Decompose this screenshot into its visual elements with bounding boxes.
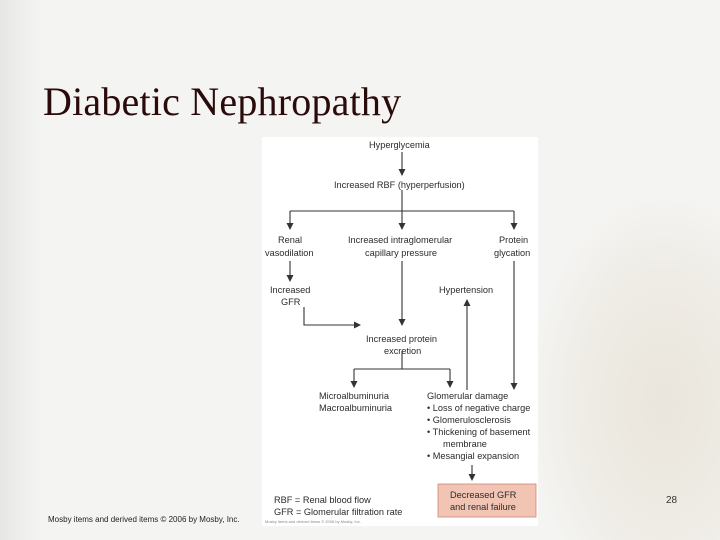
label-microalbuminuria: Microalbuminuria [319, 391, 389, 401]
label-gfr: GFR [281, 297, 301, 307]
label-membrane: membrane [443, 439, 487, 449]
page-number: 28 [666, 495, 678, 506]
label-glomerulosclerosis: • Glomerulosclerosis [427, 415, 511, 425]
label-thickening: • Thickening of basement [427, 427, 531, 437]
label-glomerular-damage: Glomerular damage [427, 391, 509, 401]
copyright-footer: Mosby items and derived items © 2006 by Mosby, Inc. [48, 515, 240, 524]
label-renal-failure: and renal failure [450, 502, 516, 512]
label-intraglomerular: Increased intraglomerular [348, 235, 453, 245]
legend-rbf: RBF = Renal blood flow [274, 495, 371, 505]
flowchart-svg [262, 137, 538, 526]
nephropathy-flowchart [262, 137, 538, 526]
label-renal: Renal [278, 235, 303, 245]
label-excretion: excretion [384, 346, 422, 356]
label-capillary-pressure: capillary pressure [365, 248, 437, 258]
label-protein: Protein [499, 235, 529, 245]
renal-failure-box [438, 484, 536, 517]
label-mesangial-expansion: • Mesangial expansion [427, 451, 520, 461]
label-vasodilation: vasodilation [265, 248, 314, 258]
label-increased: Increased [270, 285, 311, 295]
legend-gfr: GFR = Glomerular filtration rate [274, 507, 403, 517]
label-increased-protein: Increased protein [366, 334, 437, 344]
background-cell-illustration [535, 200, 720, 540]
label-decreased-gfr: Decreased GFR [450, 490, 517, 500]
label-glycation: glycation [494, 248, 531, 258]
label-hyperglycemia: Hyperglycemia [369, 140, 430, 150]
label-macroalbuminuria: Macroalbuminuria [319, 403, 393, 413]
slide-title: Diabetic Nephropathy [43, 79, 402, 124]
label-increased-rbf: Increased RBF (hyperperfusion) [334, 180, 465, 190]
label-hypertension: Hypertension [439, 285, 494, 295]
arrow-gfr-protein [304, 307, 360, 325]
label-loss-negative-charge: • Loss of negative charge [427, 403, 531, 413]
figure-credit: Mosby items and derived items © 2006 by Mosby, Inc. [265, 519, 361, 524]
left-decorative-strip [0, 0, 40, 540]
